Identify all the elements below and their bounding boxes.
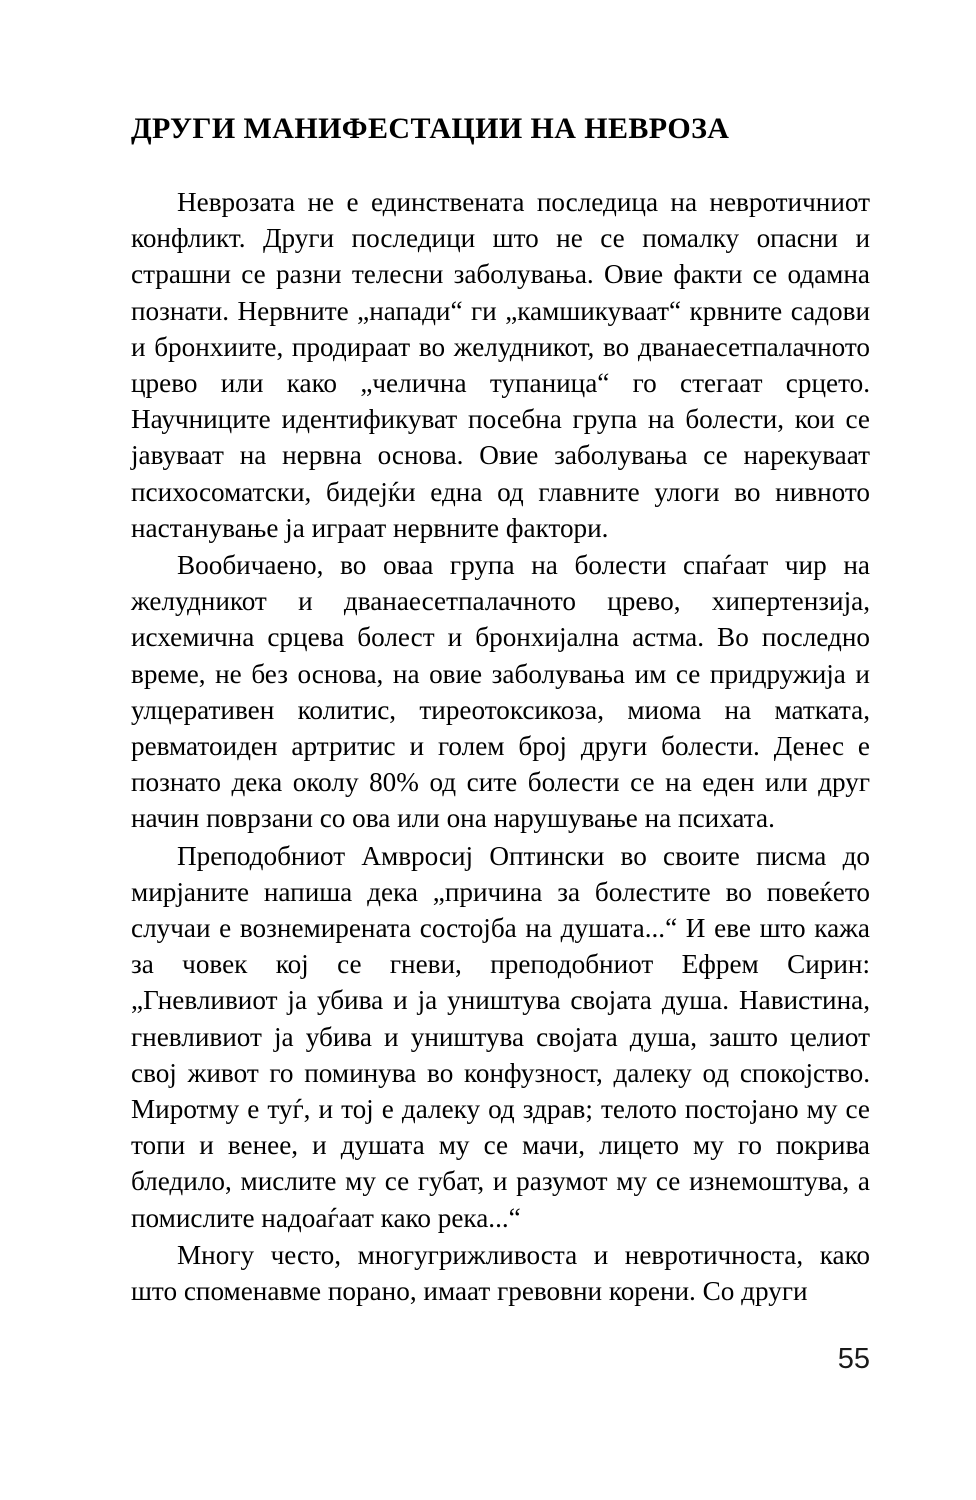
page-number: 55 xyxy=(837,1343,870,1375)
body-paragraph-3: Преподобниот Амвросиј Оптински во своите писма до мирјаните напиша дека „причина за болестите во повеќето случаи е вознемирената состојба на душата...“ И еве што кажа за човек кој се гневи, преподобниот Ефрем Сирин: „Гневливиот ја убива и ја уништува својата душа. Навистина, гневливиот ја убива и уништува својата душа, зашто целиот свој живот го поминува во конфузност, далеку од спокојство. Миротму е туѓ, и тој е далеку од здрав; телото постојано му се топи и венее, и душата му се мачи, лицето му го покрива бледило, мислите му се губат, и разумот му се изнемоштува, а помислите надоаѓаат како река...“ xyxy=(131,840,870,1233)
page-content xyxy=(131,112,870,1310)
body-paragraph-4: Многу често, многугрижливоста и невротичноста, како што споменавме порано, имаат гревовни корени. Со други xyxy=(131,1239,870,1307)
chapter-title: ДРУГИ МАНИФЕСТАЦИИ НА НЕВРОЗА xyxy=(131,112,730,145)
body-paragraph-2: Вообичаено, во оваа група на болести спаѓаат чир на желудникот и дванаесетпалачното црево, хипертензија, исхемична срцева болест и бронхијална астма. Во последно време, не без основа, на овие заболувања им се придружија и улцеративен колитис, тиреотоксикоза, миома на матката, ревматоиден артритис и голем број други болести. Денес е познато дека околу 80% од сите болести се на еден или друг начин поврзани со ова или она нарушување на психата. xyxy=(131,550,870,834)
body-paragraph-1: Неврозата не е единствената последица на невротичниот конфликт. Други последици што не се помалку опасни и страшни се разни телесни заболувања. Овие факти се одамна познати. Нервните „напади“ ги „камшикуваат“ крвните садови и бронхиите, продираат во желудникот, во дванаесетпалачното црево или како „челична тупаница“ го стегаат срцето. Научниците идентификуват посебна група на болести, кои се јавуваат на нервна основа. Овие заболувања се нарекуваат психосоматски, бидејќи една од главните улоги во нивното настанување ја играат нервните фактори. xyxy=(131,187,870,543)
